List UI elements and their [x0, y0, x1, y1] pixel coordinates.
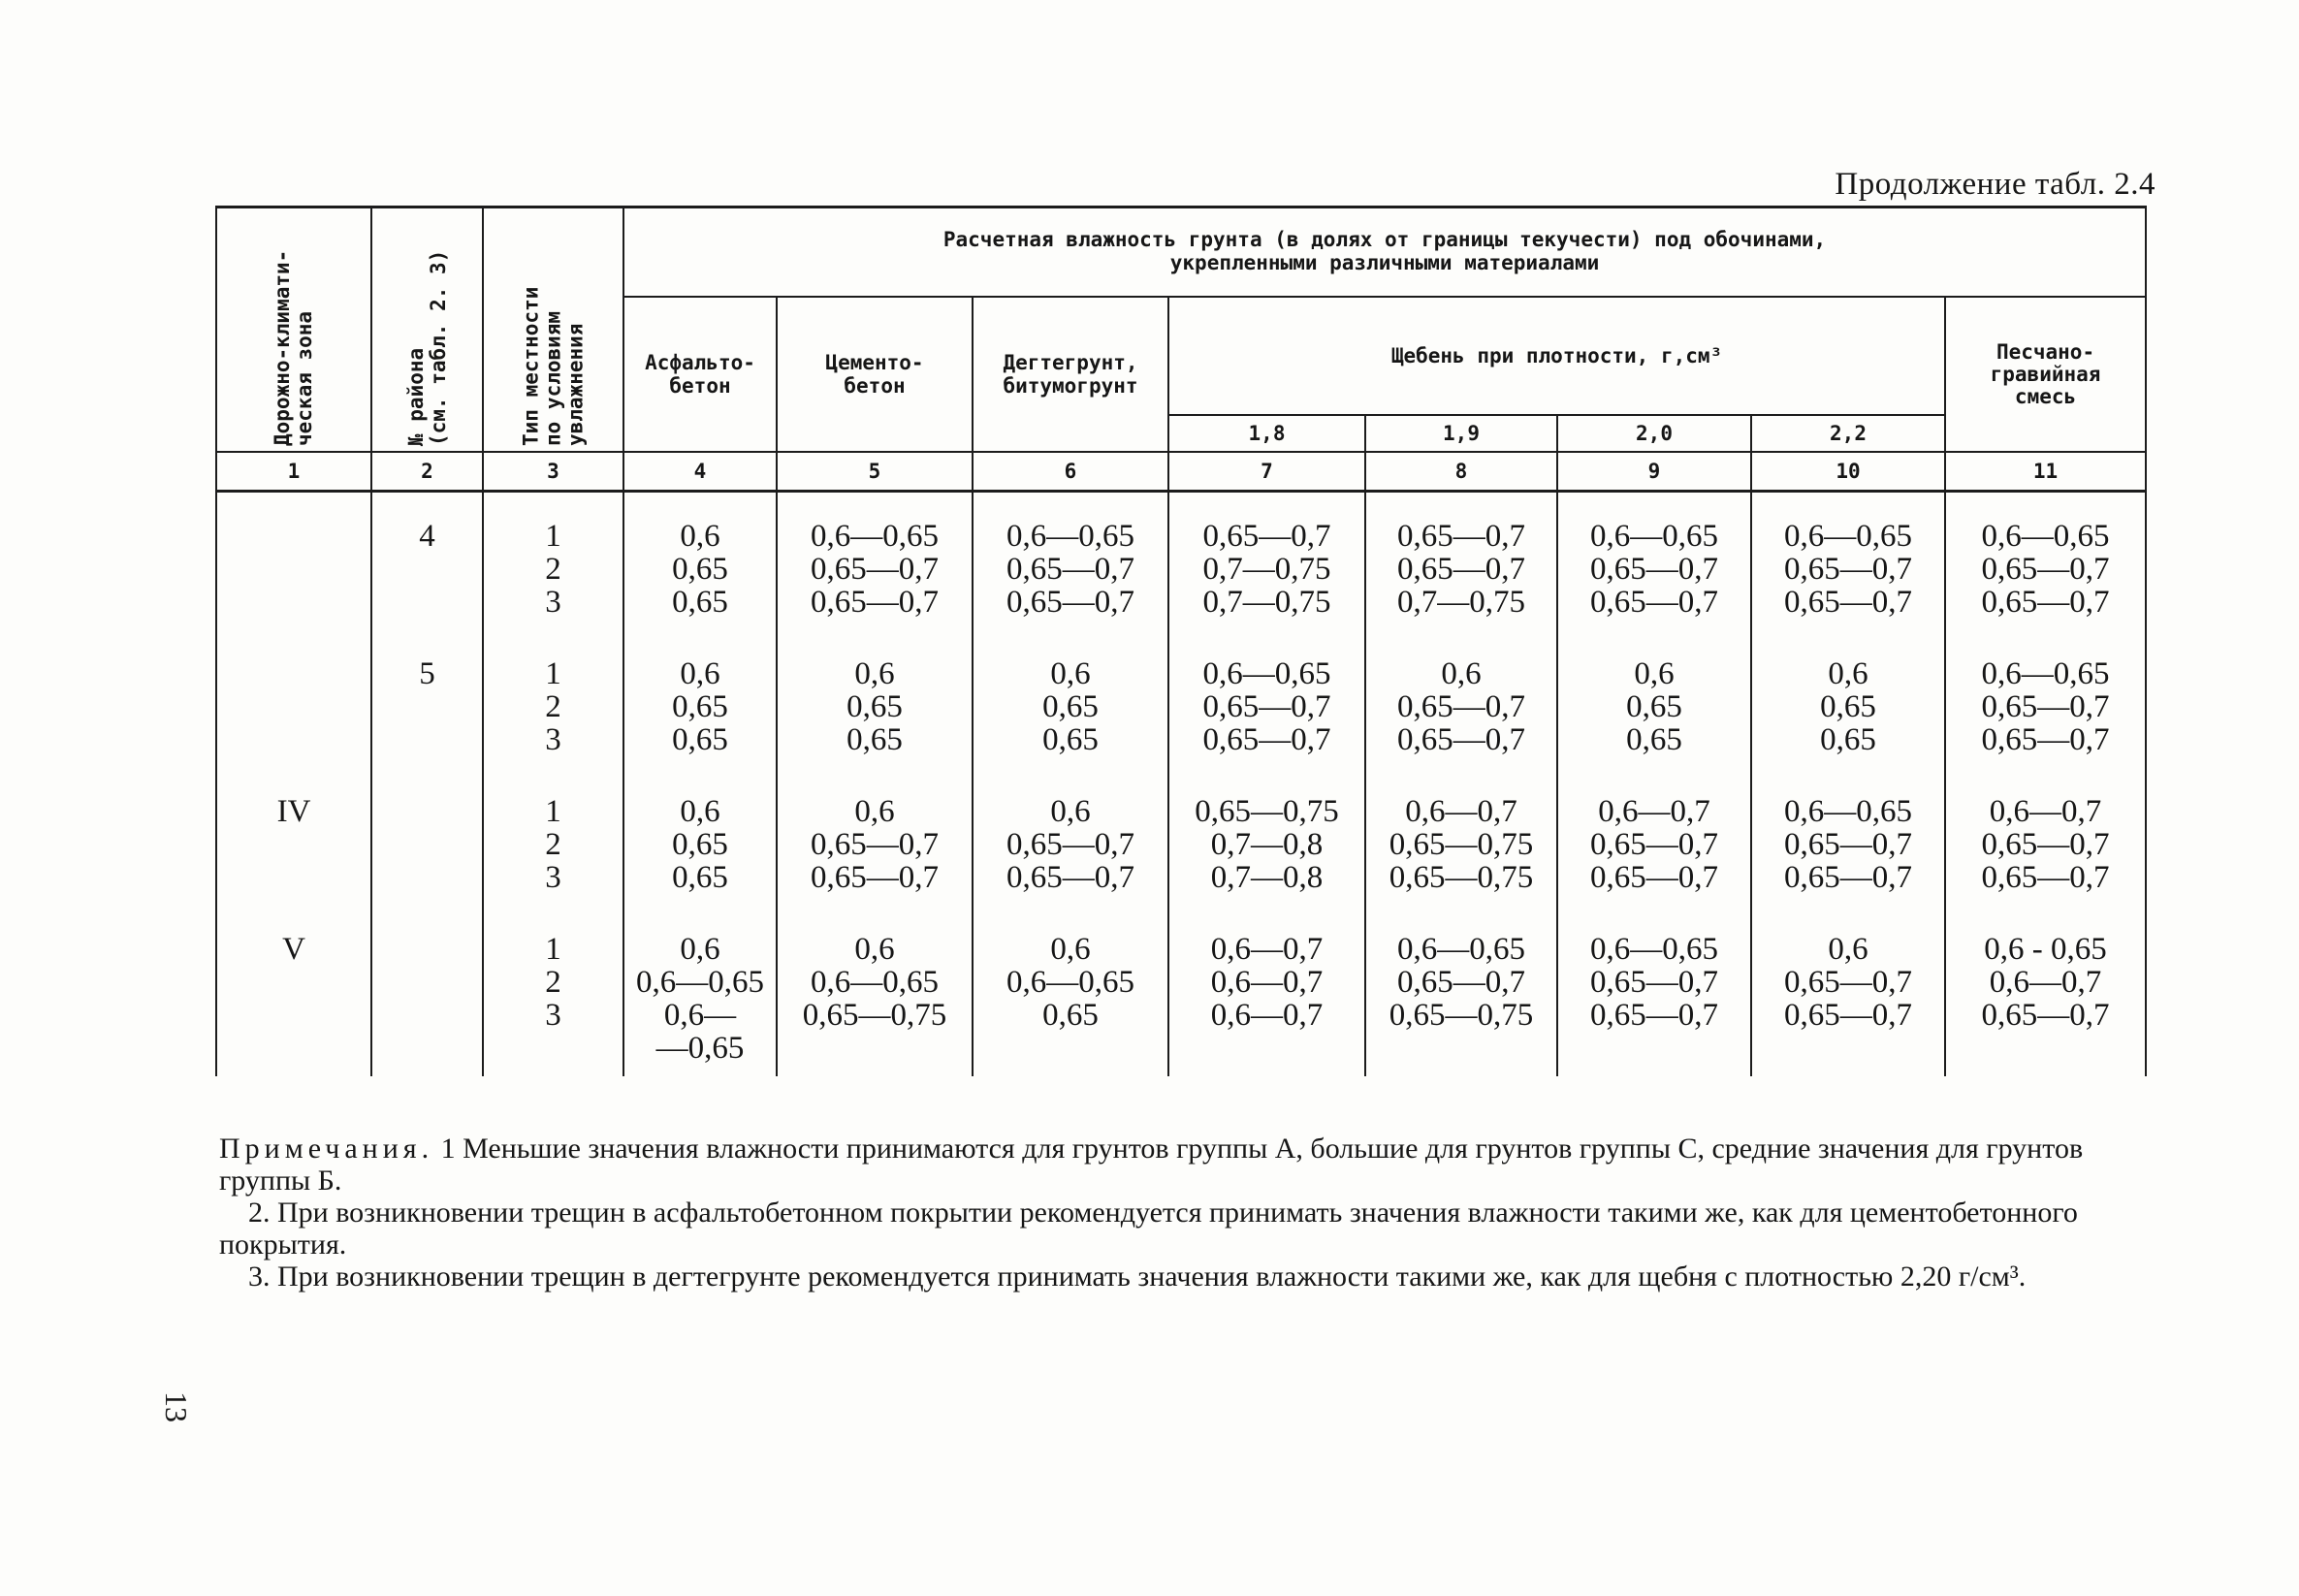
- type-value: 1: [545, 656, 561, 692]
- humidity-value: 0,6—0,7: [1210, 998, 1324, 1034]
- value-cell-d20: [1557, 906, 1751, 1076]
- humidity-value: 0,65: [1820, 689, 1876, 725]
- value-cell-degte: [973, 630, 1168, 768]
- value-cell-degte: [973, 768, 1168, 906]
- humidity-value: 0,65—0,7: [1202, 689, 1331, 725]
- humidity-value: 0,65—0,75: [1389, 827, 1534, 863]
- humidity-value: 0,6—0,65: [811, 965, 939, 1001]
- humidity-value: 0,65—0,7: [1397, 552, 1525, 588]
- value-cell-d22: [1751, 906, 1945, 1076]
- humidity-value: 0,6—0,65: [1006, 519, 1134, 555]
- value-cell-d22: [1751, 492, 1945, 631]
- humidity-value: 0,6—0,65: [1397, 932, 1525, 968]
- type-value: 2: [545, 689, 561, 725]
- moisture-type-cell: [483, 906, 623, 1076]
- humidity-value: 0,65—0,7: [1784, 860, 1912, 896]
- table-body: [216, 492, 2146, 1077]
- humidity-value: 0,65: [672, 860, 728, 896]
- humidity-value: 0,65—0,7: [1397, 965, 1525, 1001]
- humidity-value: 0,65: [672, 827, 728, 863]
- humidity-value: 0,65—0,7: [811, 860, 939, 896]
- humidity-value: 0,65—0,75: [802, 998, 947, 1034]
- humidity-value: 0,65—0,7: [811, 552, 939, 588]
- humidity-value: 0,65—0,7: [1202, 519, 1331, 555]
- value-cell-degte: [973, 492, 1168, 631]
- humidity-value: 0,6—0,7: [1210, 932, 1324, 968]
- header-group-title: Расчетная влажность грунта (в долях от границы текучести) под обочинами, укрепленными различными материалами: [623, 207, 2146, 298]
- value-cell-d18: [1168, 768, 1365, 906]
- column-number: 5: [777, 452, 973, 492]
- humidity-value: 0,65—0,7: [811, 585, 939, 621]
- humidity-value: 0,7—0,8: [1210, 860, 1324, 896]
- column-number: 7: [1168, 452, 1365, 492]
- humidity-value: 0,6—0,65: [1784, 794, 1912, 830]
- header-degtegrunt: Дегтегрунт, битумогрунт: [973, 297, 1168, 452]
- humidity-value: 0,6: [1828, 656, 1868, 692]
- humidity-value: 0,6—0,65: [1590, 932, 1718, 968]
- value-cell-asphalt: [623, 630, 777, 768]
- type-value: 3: [545, 998, 561, 1034]
- humidity-value: 0,65—0,7: [1590, 552, 1718, 588]
- notes-label: Примечания.: [219, 1133, 434, 1165]
- note-1: Примечания. 1 Меньшие значения влажности принимаются для грунтов группы А, большие для грунтов группы С, средние значения для грунтов группы Б.: [219, 1133, 2084, 1197]
- table-row: [216, 768, 2146, 906]
- value-cell-d18: [1168, 906, 1365, 1076]
- value-cell-asphalt: [623, 492, 777, 631]
- humidity-value: 0,65—0,7: [1981, 860, 2110, 896]
- humidity-value: 0,65—0,7: [1590, 965, 1718, 1001]
- humidity-value: 0,65—0,7: [1981, 722, 2110, 758]
- humidity-value: 0,7—0,75: [1202, 585, 1331, 621]
- type-value: 1: [545, 519, 561, 555]
- header-district: № района (см. табл. 2. 3): [371, 207, 483, 453]
- humidity-value: 0,6—0,65: [1590, 519, 1718, 555]
- header-density-1-8: 1,8: [1168, 415, 1365, 452]
- value-cell-d19: [1365, 906, 1557, 1076]
- moisture-type-cell: [483, 492, 623, 631]
- column-number: 11: [1945, 452, 2146, 492]
- humidity-value: 0,65—0,7: [1590, 998, 1718, 1034]
- moisture-type-cell: [483, 630, 623, 768]
- page-number: 13: [159, 1391, 194, 1422]
- humidity-value: 0,65—0,7: [1981, 585, 2110, 621]
- moisture-type-cell: [483, 768, 623, 906]
- humidity-value: 0,6—0,7: [1210, 965, 1324, 1001]
- humidity-value: 0,65—0,7: [1981, 552, 2110, 588]
- value-cell-degte: [973, 906, 1168, 1076]
- header-density-2-2: 2,2: [1751, 415, 1945, 452]
- humidity-value: 0,65: [1042, 998, 1099, 1034]
- value-cell-sand: [1945, 906, 2146, 1076]
- header-density-1-9: 1,9: [1365, 415, 1557, 452]
- humidity-value: 0,65—0,7: [1981, 689, 2110, 725]
- humidity-value: 0,65—0,75: [1195, 794, 1339, 830]
- humidity-value: 0,65—0,75: [1389, 998, 1534, 1034]
- humidity-value: 0,65—0,7: [1006, 827, 1134, 863]
- value-cell-sand: [1945, 630, 2146, 768]
- district-cell: [371, 906, 483, 1076]
- zone-cell: [216, 630, 371, 768]
- humidity-value: 0,65—0,7: [1397, 722, 1525, 758]
- value-cell-sand: [1945, 768, 2146, 906]
- column-number: 3: [483, 452, 623, 492]
- value-cell-cement: [777, 630, 973, 768]
- humidity-value: 0,6: [1050, 932, 1091, 968]
- header-density-2-0: 2,0: [1557, 415, 1751, 452]
- value-cell-d22: [1751, 768, 1945, 906]
- value-cell-asphalt: [623, 906, 777, 1076]
- type-value: 1: [545, 932, 561, 968]
- humidity-value: 0,65—0,7: [1397, 689, 1525, 725]
- column-number: 2: [371, 452, 483, 492]
- value-cell-d19: [1365, 492, 1557, 631]
- humidity-value: 0,6—0,7: [1989, 965, 2102, 1001]
- humidity-value: 0,7—0,8: [1210, 827, 1324, 863]
- value-cell-d20: [1557, 492, 1751, 631]
- humidity-value: 0,6—0,65: [811, 519, 939, 555]
- humidity-table: [215, 206, 2147, 1076]
- humidity-value: 0,6: [680, 656, 720, 692]
- table-row: [216, 630, 2146, 768]
- value-cell-cement: [777, 492, 973, 631]
- humidity-value: 0,65—0,7: [1784, 827, 1912, 863]
- column-number: 9: [1557, 452, 1751, 492]
- column-number: 4: [623, 452, 777, 492]
- humidity-value: 0,6: [854, 794, 895, 830]
- zone-cell: V: [216, 906, 371, 1076]
- humidity-value: 0,65—0,7: [1784, 585, 1912, 621]
- humidity-value: 0,65—0,7: [1006, 585, 1134, 621]
- value-cell-d20: [1557, 768, 1751, 906]
- header-sand-gravel: Песчано- гравийная смесь: [1945, 297, 2146, 452]
- humidity-value: 0,6—0,65: [1981, 656, 2110, 692]
- humidity-value: 0,6—0,65: [1981, 519, 2110, 555]
- humidity-value: 0,7—0,75: [1202, 552, 1331, 588]
- humidity-value: 0,6: [680, 932, 720, 968]
- table-continuation-caption: Продолжение табл. 2.4: [1835, 167, 2155, 202]
- humidity-value: 0,65: [672, 722, 728, 758]
- value-cell-d19: [1365, 630, 1557, 768]
- value-cell-d20: [1557, 630, 1751, 768]
- type-value: 2: [545, 965, 561, 1001]
- header-moisture-type: Тип местности по условиям увлажнения: [483, 207, 623, 453]
- humidity-value: 0,6: [854, 932, 895, 968]
- note-2: 2. При возникновении трещин в асфальтобетонном покрытии рекомендуется принимать значения влажности такими же, как для цементобетонного покрытия.: [219, 1197, 2078, 1261]
- humidity-value: 0,6: [1828, 932, 1868, 968]
- humidity-value: 0,6: [680, 519, 720, 555]
- column-number: 10: [1751, 452, 1945, 492]
- humidity-value: 0,6: [680, 794, 720, 830]
- humidity-value: 0,6—0,7: [1989, 794, 2102, 830]
- column-number: 1: [216, 452, 371, 492]
- zone-cell: [216, 492, 371, 631]
- value-cell-d22: [1751, 630, 1945, 768]
- humidity-value: 0,6—0,65: [1006, 965, 1134, 1001]
- type-value: 2: [545, 552, 561, 588]
- humidity-value: 0,65—0,7: [1590, 860, 1718, 896]
- humidity-value: 0,65: [672, 689, 728, 725]
- humidity-value: 0,65—0,7: [811, 827, 939, 863]
- humidity-value: 0,65: [1626, 722, 1682, 758]
- header-cement: Цементо- бетон: [777, 297, 973, 452]
- note-3: 3. При возникновении трещин в дегтегрунте рекомендуется принимать значения влажности такими же, как для щебня с плотностью 2,20 г/см³.: [248, 1261, 2027, 1293]
- district-cell: [371, 768, 483, 906]
- humidity-value: —0,65: [655, 1031, 745, 1067]
- value-cell-cement: [777, 768, 973, 906]
- column-number: 8: [1365, 452, 1557, 492]
- humidity-value: 0,65: [1626, 689, 1682, 725]
- humidity-value: 0,65—0,7: [1981, 827, 2110, 863]
- humidity-value: 0,6: [1050, 794, 1091, 830]
- humidity-value: 0,65—0,7: [1981, 998, 2110, 1034]
- value-cell-d19: [1365, 768, 1557, 906]
- type-value: 3: [545, 860, 561, 896]
- humidity-value: 0,6—0,65: [636, 965, 764, 1001]
- value-cell-cement: [777, 906, 973, 1076]
- humidity-value: 0,6—0,65: [1784, 519, 1912, 555]
- humidity-value: 0,65: [1820, 722, 1876, 758]
- type-value: 1: [545, 794, 561, 830]
- humidity-value: 0,6—: [663, 998, 737, 1034]
- humidity-value: 0,65—0,7: [1006, 552, 1134, 588]
- humidity-value: 0,65—0,7: [1397, 519, 1525, 555]
- district-cell: 4: [371, 492, 483, 631]
- humidity-value: 0,65: [1042, 722, 1099, 758]
- humidity-value: 0,65: [672, 585, 728, 621]
- humidity-value: 0,6: [854, 656, 895, 692]
- humidity-value: 0,65—0,7: [1590, 585, 1718, 621]
- header-asphalt: Асфальто- бетон: [623, 297, 777, 452]
- humidity-value: 0,65—0,75: [1389, 860, 1534, 896]
- humidity-value: 0,6: [1441, 656, 1482, 692]
- humidity-value: 0,65—0,7: [1006, 860, 1134, 896]
- value-cell-sand: [1945, 492, 2146, 631]
- humidity-value: 0,65—0,7: [1784, 552, 1912, 588]
- humidity-value: 0,65—0,7: [1202, 722, 1331, 758]
- humidity-value: 0,6—0,65: [1202, 656, 1331, 692]
- value-cell-d18: [1168, 630, 1365, 768]
- column-number: 6: [973, 452, 1168, 492]
- table-row: [216, 906, 2146, 1076]
- district-cell: 5: [371, 630, 483, 768]
- humidity-value: 0,65: [672, 552, 728, 588]
- type-value: 3: [545, 585, 561, 621]
- humidity-value: 0,6—0,7: [1405, 794, 1517, 830]
- header-gravel-group: Щебень при плотности, г,см³: [1168, 297, 1945, 415]
- humidity-value: 0,65: [1042, 689, 1099, 725]
- humidity-value: 0,6: [1634, 656, 1675, 692]
- humidity-value: 0,6—0,7: [1598, 794, 1710, 830]
- notes: [219, 1133, 2120, 1293]
- humidity-value: 0,65—0,7: [1590, 827, 1718, 863]
- value-cell-asphalt: [623, 768, 777, 906]
- value-cell-d18: [1168, 492, 1365, 631]
- humidity-value: 0,7—0,75: [1397, 585, 1525, 621]
- zone-cell: IV: [216, 768, 371, 906]
- humidity-value: 0,6: [1050, 656, 1091, 692]
- humidity-value: 0,65: [846, 722, 903, 758]
- humidity-value: 0,65—0,7: [1784, 965, 1912, 1001]
- header-zone: Дорожно-климати- ческая зона: [216, 207, 371, 453]
- humidity-value: 0,6 - 0,65: [1984, 932, 2107, 968]
- type-value: 2: [545, 827, 561, 863]
- humidity-value: 0,65—0,7: [1784, 998, 1912, 1034]
- type-value: 3: [545, 722, 561, 758]
- table-row: [216, 492, 2146, 631]
- humidity-value: 0,65: [846, 689, 903, 725]
